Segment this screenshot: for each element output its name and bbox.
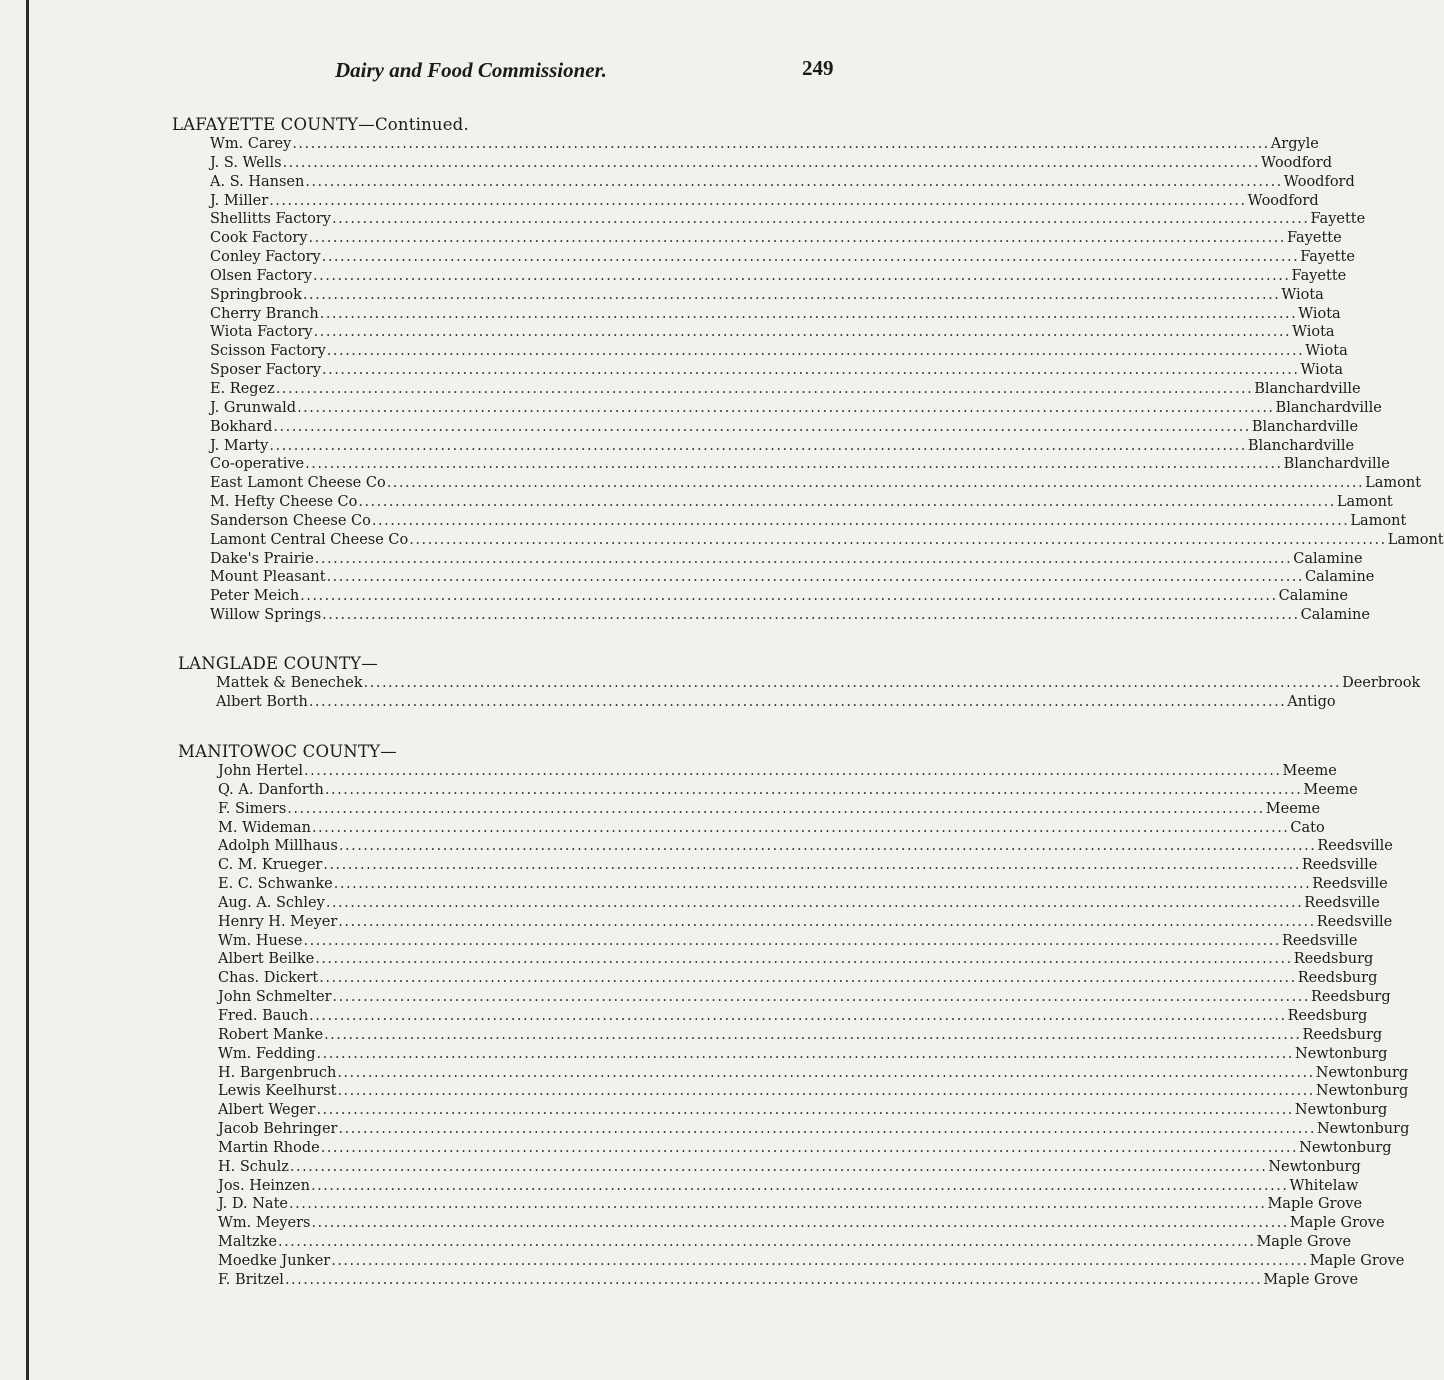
- list-item: [210, 229, 1342, 248]
- factory-list: [210, 135, 1444, 625]
- post-office: Blanchardville: [1283, 456, 1390, 473]
- list-item: [218, 950, 1374, 969]
- list-item: [210, 550, 1363, 569]
- list-item: [210, 323, 1335, 342]
- post-office: Newtonburg: [1294, 1102, 1388, 1119]
- factory-list: [218, 762, 1410, 1290]
- factory-name: Robert Manke: [218, 1026, 324, 1043]
- dot-leader: ................................................................................................................................................................: [269, 437, 1247, 454]
- post-office: Wiota: [1300, 362, 1343, 379]
- factory-name: Mount Pleasant: [210, 569, 326, 586]
- list-item: [210, 493, 1393, 512]
- factory-name: Lamont Central Cheese Co: [210, 531, 409, 548]
- factory-name: John Hertel: [218, 763, 304, 779]
- list-item: [218, 819, 1325, 838]
- dot-leader: ................................................................................................................................................................: [304, 763, 1282, 779]
- dot-leader: ................................................................................................................................................................: [308, 693, 1287, 710]
- post-office: Calamine: [1278, 588, 1348, 605]
- list-item: [210, 173, 1355, 192]
- dot-leader: ................................................................................................................................................................: [311, 819, 1290, 836]
- dot-leader: ................................................................................................................................................................: [363, 675, 1342, 691]
- post-office: Antigo: [1287, 693, 1336, 710]
- list-item: [210, 474, 1422, 493]
- dot-leader: ................................................................................................................................................................: [277, 1234, 1256, 1251]
- list-item: [218, 913, 1393, 932]
- list-item: [218, 988, 1391, 1007]
- list-item: [218, 837, 1393, 856]
- dot-leader: ................................................................................................................................................................: [315, 951, 1293, 968]
- factory-name: Willow Springs: [210, 607, 322, 624]
- factory-name: Wm. Fedding: [218, 1045, 316, 1062]
- factory-list: [216, 674, 1421, 712]
- dot-leader: ................................................................................................................................................................: [302, 286, 1281, 303]
- factory-name: E. Regez: [210, 380, 275, 397]
- factory-name: J. Miller: [210, 192, 269, 209]
- dot-leader: ................................................................................................................................................................: [269, 192, 1247, 209]
- factory-name: Sanderson Cheese Co: [210, 512, 371, 529]
- list-item: [218, 1195, 1363, 1214]
- list-item: [210, 248, 1355, 267]
- post-office: Deerbrook: [1342, 675, 1421, 691]
- list-item: [210, 380, 1361, 399]
- dot-leader: ................................................................................................................................................................: [309, 1007, 1287, 1024]
- dot-leader: ................................................................................................................................................................: [337, 1083, 1315, 1100]
- factory-name: C. M. Krueger: [218, 857, 323, 874]
- list-item: [218, 1045, 1388, 1064]
- factory-name: F. Britzel: [218, 1271, 284, 1288]
- dot-leader: ................................................................................................................................................................: [273, 418, 1251, 435]
- dot-leader: ................................................................................................................................................................: [332, 211, 1310, 228]
- factory-name: Albert Beilke: [218, 951, 315, 968]
- page-header: [0, 58, 895, 88]
- post-office: Fayette: [1291, 267, 1347, 284]
- post-office: Blanchardville: [1251, 418, 1359, 435]
- factory-name: Martin Rhode: [218, 1139, 320, 1156]
- list-item: [218, 1064, 1409, 1083]
- factory-name: Cherry Branch: [210, 305, 319, 322]
- post-office: Maple Grove: [1263, 1271, 1359, 1288]
- list-item: [218, 969, 1378, 988]
- dot-leader: ................................................................................................................................................................: [338, 913, 1316, 930]
- dot-leader: ................................................................................................................................................................: [305, 173, 1283, 190]
- page-binding-edge: [26, 0, 29, 1380]
- post-office: Reedsville: [1316, 913, 1393, 930]
- post-office: Reedsville: [1301, 857, 1378, 874]
- post-office: Reedsburg: [1302, 1026, 1383, 1043]
- list-item: [210, 210, 1366, 229]
- factory-name: Lewis Keelhurst: [218, 1083, 337, 1100]
- factory-name: Chas. Dickert: [218, 970, 319, 987]
- factory-name: Jacob Behringer: [218, 1121, 338, 1138]
- dot-leader: ................................................................................................................................................................: [282, 154, 1261, 171]
- post-office: Reedsburg: [1287, 1007, 1368, 1024]
- dot-leader: ................................................................................................................................................................: [326, 343, 1305, 360]
- list-item: [210, 286, 1324, 305]
- list-item: [218, 856, 1378, 875]
- list-item: [218, 1082, 1409, 1101]
- list-item: [218, 875, 1388, 894]
- list-item: [218, 1252, 1405, 1271]
- post-office: Newtonburg: [1315, 1083, 1409, 1100]
- running-title: Dairy and Food Commissioner.: [335, 58, 607, 82]
- list-item: [218, 1214, 1385, 1233]
- post-office: Maple Grove: [1289, 1215, 1385, 1232]
- list-item: [210, 437, 1355, 456]
- dot-leader: ................................................................................................................................................................: [338, 1121, 1316, 1138]
- dot-leader: ................................................................................................................................................................: [313, 267, 1291, 284]
- factory-name: John Schmelter: [218, 989, 332, 1006]
- post-office: Reedsburg: [1297, 970, 1378, 987]
- list-item: [210, 418, 1359, 437]
- post-office: Whitelaw: [1289, 1177, 1359, 1194]
- county-heading: MANITOWOC COUNTY—: [178, 742, 397, 761]
- post-office: Lamont: [1336, 494, 1393, 511]
- factory-name: Adolph Millhaus: [218, 838, 338, 855]
- list-item: [216, 674, 1421, 693]
- factory-name: Henry H. Meyer: [218, 913, 338, 930]
- post-office: Woodford: [1283, 173, 1355, 190]
- dot-leader: ................................................................................................................................................................: [308, 230, 1286, 247]
- dot-leader: ................................................................................................................................................................: [292, 136, 1270, 152]
- post-office: Woodford: [1247, 192, 1319, 209]
- factory-name: J. Grunwald: [210, 399, 297, 416]
- factory-name: Conley Factory: [210, 249, 321, 266]
- factory-name: Jos. Heinzen: [218, 1177, 310, 1194]
- post-office: Reedsville: [1312, 876, 1388, 893]
- post-office: Fayette: [1310, 211, 1366, 228]
- county-section-lafayette: [172, 115, 1444, 625]
- list-item: [218, 1233, 1352, 1252]
- factory-name: Bokhard: [210, 418, 273, 435]
- list-item: [210, 361, 1343, 380]
- dot-leader: ................................................................................................................................................................: [371, 512, 1350, 529]
- factory-name: Springbrook: [210, 286, 302, 303]
- dot-leader: ................................................................................................................................................................: [324, 781, 1303, 798]
- factory-name: F. Simers: [218, 800, 287, 817]
- dot-leader: ................................................................................................................................................................: [319, 970, 1297, 987]
- dot-leader: ................................................................................................................................................................: [314, 550, 1293, 567]
- dot-leader: ................................................................................................................................................................: [323, 857, 1301, 874]
- post-office: Calamine: [1300, 607, 1370, 624]
- list-item: [210, 192, 1319, 211]
- dot-leader: ................................................................................................................................................................: [322, 607, 1300, 624]
- dot-leader: ................................................................................................................................................................: [316, 1045, 1295, 1062]
- list-item: [218, 1007, 1368, 1026]
- list-item: [218, 894, 1380, 913]
- factory-name: Mattek & Benechek: [216, 675, 363, 691]
- factory-name: Olsen Factory: [210, 267, 313, 284]
- list-item: [218, 800, 1321, 819]
- post-office: Newtonburg: [1295, 1045, 1388, 1062]
- factory-name: Maltzke: [218, 1234, 277, 1251]
- factory-name: Wm. Carey: [210, 136, 292, 152]
- post-office: Argyle: [1270, 136, 1319, 152]
- factory-name: Peter Meich: [210, 588, 300, 605]
- list-item: [218, 1271, 1359, 1290]
- post-office: Wiota: [1292, 324, 1335, 341]
- factory-name: Dake's Prairie: [210, 550, 314, 567]
- dot-leader: ................................................................................................................................................................: [313, 324, 1292, 341]
- post-office: Wiota: [1281, 286, 1324, 303]
- factory-name: H. Schulz: [218, 1158, 289, 1175]
- factory-name: J. D. Nate: [218, 1196, 288, 1213]
- dot-leader: ................................................................................................................................................................: [300, 588, 1278, 605]
- list-item: [210, 342, 1348, 361]
- list-item: [210, 455, 1390, 474]
- post-office: Newtonburg: [1315, 1064, 1409, 1081]
- dot-leader: ................................................................................................................................................................: [316, 1102, 1294, 1119]
- list-item: [210, 305, 1341, 324]
- dot-leader: ................................................................................................................................................................: [310, 1177, 1289, 1194]
- dot-leader: ................................................................................................................................................................: [321, 249, 1300, 266]
- factory-name: Aug. A. Schley: [218, 894, 325, 911]
- post-office: Cato: [1290, 819, 1325, 836]
- post-office: Woodford: [1261, 154, 1333, 171]
- list-item: [218, 1120, 1410, 1139]
- factory-name: M. Wideman: [218, 819, 311, 836]
- list-item: [210, 568, 1375, 587]
- dot-leader: ................................................................................................................................................................: [284, 1271, 1263, 1288]
- post-office: Fayette: [1286, 230, 1342, 247]
- factory-name: A. S. Hansen: [210, 173, 305, 190]
- dot-leader: ................................................................................................................................................................: [331, 1252, 1309, 1269]
- post-office: Reedsville: [1304, 894, 1380, 911]
- post-office: Newtonburg: [1268, 1158, 1361, 1175]
- factory-name: J. Marty: [210, 437, 269, 454]
- post-office: Reedsville: [1281, 932, 1358, 949]
- factory-name: Albert Weger: [218, 1102, 316, 1119]
- factory-name: Wm. Meyers: [218, 1215, 311, 1232]
- factory-name: Scisson Factory: [210, 343, 326, 360]
- dot-leader: ................................................................................................................................................................: [324, 1026, 1302, 1043]
- dot-leader: ................................................................................................................................................................: [337, 1064, 1315, 1081]
- dot-leader: ................................................................................................................................................................: [326, 569, 1305, 586]
- list-item: [210, 606, 1370, 625]
- dot-leader: ................................................................................................................................................................: [275, 380, 1254, 397]
- dot-leader: ................................................................................................................................................................: [297, 399, 1275, 416]
- post-office: Lamont: [1387, 531, 1444, 548]
- dot-leader: ................................................................................................................................................................: [303, 932, 1281, 949]
- post-office: Blanchardville: [1247, 437, 1355, 454]
- list-item: [218, 1158, 1361, 1177]
- post-office: Meeme: [1282, 763, 1337, 779]
- post-office: Newtonburg: [1299, 1139, 1392, 1156]
- list-item: [218, 1026, 1383, 1045]
- post-office: Blanchardville: [1254, 380, 1361, 397]
- list-item: [210, 512, 1407, 531]
- factory-name: Albert Borth: [216, 693, 308, 710]
- list-item: [210, 135, 1319, 154]
- dot-leader: ................................................................................................................................................................: [322, 362, 1300, 379]
- list-item: [210, 587, 1348, 606]
- list-item: [218, 781, 1358, 800]
- dot-leader: ................................................................................................................................................................: [409, 531, 1387, 548]
- dot-leader: ................................................................................................................................................................: [288, 1196, 1267, 1213]
- post-office: Newtonburg: [1316, 1121, 1410, 1138]
- factory-name: East Lamont Cheese Co: [210, 475, 386, 492]
- post-office: Blanchardville: [1275, 399, 1382, 416]
- list-item: [218, 1177, 1359, 1196]
- county-heading: LAFAYETTE COUNTY—Continued.: [172, 115, 469, 134]
- dot-leader: ................................................................................................................................................................: [338, 838, 1317, 855]
- post-office: Reedsville: [1317, 838, 1393, 855]
- list-item: [218, 1139, 1392, 1158]
- post-office: Meeme: [1303, 781, 1358, 798]
- post-office: Calamine: [1293, 550, 1363, 567]
- dot-leader: ................................................................................................................................................................: [332, 989, 1310, 1006]
- county-section-manitowoc: [178, 742, 1410, 1290]
- factory-name: Fred. Bauch: [218, 1007, 309, 1024]
- factory-name: Shellitts Factory: [210, 211, 331, 228]
- factory-name: Q. A. Danforth: [218, 781, 324, 798]
- post-office: Wiota: [1298, 305, 1341, 322]
- post-office: Reedsburg: [1293, 951, 1374, 968]
- dot-leader: ................................................................................................................................................................: [289, 1158, 1268, 1175]
- list-item: [218, 762, 1337, 781]
- factory-name: M. Hefty Cheese Co: [210, 494, 358, 511]
- list-item: [218, 932, 1358, 951]
- factory-name: H. Bargenbruch: [218, 1064, 337, 1081]
- factory-name: E. C. Schwanke: [218, 876, 333, 893]
- list-item: [218, 1101, 1388, 1120]
- post-office: Meeme: [1265, 800, 1321, 817]
- post-office: Maple Grove: [1256, 1234, 1352, 1251]
- post-office: Fayette: [1300, 249, 1355, 266]
- county-section-langlade: [178, 654, 1421, 712]
- list-item: [210, 531, 1444, 550]
- dot-leader: ................................................................................................................................................................: [305, 456, 1283, 473]
- dot-leader: ................................................................................................................................................................: [358, 494, 1336, 511]
- factory-name: Moedke Junker: [218, 1252, 331, 1269]
- post-office: Lamont: [1365, 475, 1422, 492]
- post-office: Wiota: [1305, 343, 1348, 360]
- dot-leader: ................................................................................................................................................................: [320, 1139, 1299, 1156]
- dot-leader: ................................................................................................................................................................: [386, 475, 1365, 492]
- list-item: [210, 267, 1347, 286]
- factory-name: Wiota Factory: [210, 324, 313, 341]
- list-item: [216, 693, 1336, 712]
- post-office: Reedsburg: [1311, 989, 1391, 1006]
- county-heading: LANGLADE COUNTY—: [178, 654, 378, 673]
- page-number: 249: [802, 56, 834, 80]
- factory-name: Sposer Factory: [210, 362, 322, 379]
- dot-leader: ................................................................................................................................................................: [311, 1215, 1289, 1232]
- dot-leader: ................................................................................................................................................................: [325, 894, 1304, 911]
- factory-name: J. S. Wells: [210, 154, 282, 171]
- factory-name: Wm. Huese: [218, 932, 303, 949]
- dot-leader: ................................................................................................................................................................: [333, 876, 1312, 893]
- post-office: Maple Grove: [1309, 1252, 1405, 1269]
- factory-name: Co-operative: [210, 456, 305, 473]
- post-office: Lamont: [1350, 512, 1407, 529]
- post-office: Maple Grove: [1267, 1196, 1363, 1213]
- post-office: Calamine: [1305, 569, 1375, 586]
- list-item: [210, 154, 1333, 173]
- list-item: [210, 399, 1382, 418]
- factory-name: Cook Factory: [210, 230, 308, 247]
- dot-leader: ................................................................................................................................................................: [287, 800, 1265, 817]
- dot-leader: ................................................................................................................................................................: [319, 305, 1298, 322]
